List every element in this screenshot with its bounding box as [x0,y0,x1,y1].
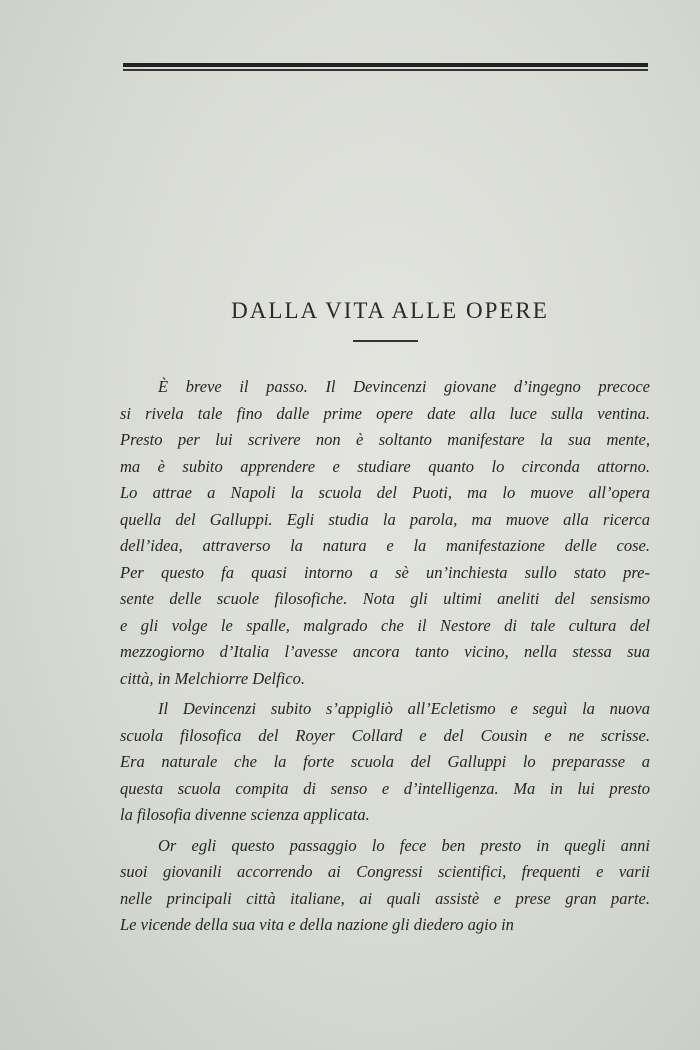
header-rule-thin [123,69,648,71]
text-line: È breve il passo. Il Devincenzi giovane d’ingegno precoce [158,377,650,396]
text-line: si rivela tale fino dalle prime opere date alla luce sulla ventina. [120,403,650,423]
text-line: Presto per lui scrivere non è soltanto manifestare la sua mente, [120,430,650,449]
text-line: ma è subito apprendere e studiare quanto lo circonda attorno. [120,456,650,476]
text-line: e gli volge le spalle, malgrado che il Nestore di tale cultura del [120,615,650,635]
text-line: quella del Galluppi. Egli studia la parola, ma muove alla ricerca [120,509,650,529]
text-line: dell’idea, attraverso la natura e la manifestazione delle cose. [120,536,650,555]
paragraph [120,833,650,939]
text-line: città, in Melchiorre Delfico. [120,668,305,688]
text-line: suoi giovanili accorrendo ai Congressi scientifici, frequenti e varii [120,862,650,881]
text-line: Il Devincenzi subito s’appigliò all’Ecletismo e seguì la nuova [158,699,650,718]
chapter-title: DALLA VITA ALLE OPERE [231,298,549,323]
header-double-rule [123,63,648,72]
header-rule-thick [123,63,648,67]
text-line: questa scuola compita di senso e d’intelligenza. Ma in lui presto [120,778,650,798]
text-line: scuola filosofica del Royer Collard e del Cousin e ne scrisse. [120,725,650,745]
text-line: Le vicende della sua vita e della nazione gli diedero agio in [120,915,514,934]
paragraph [120,374,650,692]
text-line: Per questo fa quasi intorno a sè un’inchiesta sullo stato pre- [120,562,650,582]
text-line: la filosofia divenne scienza applicata. [120,805,370,824]
text-line: Era naturale che la forte scuola del Galluppi lo preparasse a [120,752,650,771]
paragraph [120,696,650,829]
body-text [120,374,650,939]
text-line: Lo attrae a Napoli la scuola del Puoti, ma lo muove all’opera [120,483,650,502]
title-underline-rule [353,340,418,342]
text-line: Or egli questo passaggio lo fece ben presto in quegli anni [158,835,650,855]
text-line: mezzogiorno d’Italia l’avesse ancora tanto vicino, nella stessa sua [120,642,650,661]
text-line: nelle principali città italiane, ai quali assistè e prese gran parte. [120,888,650,908]
text-line: sente delle scuole filosofiche. Nota gli ultimi aneliti del sensismo [120,589,650,608]
